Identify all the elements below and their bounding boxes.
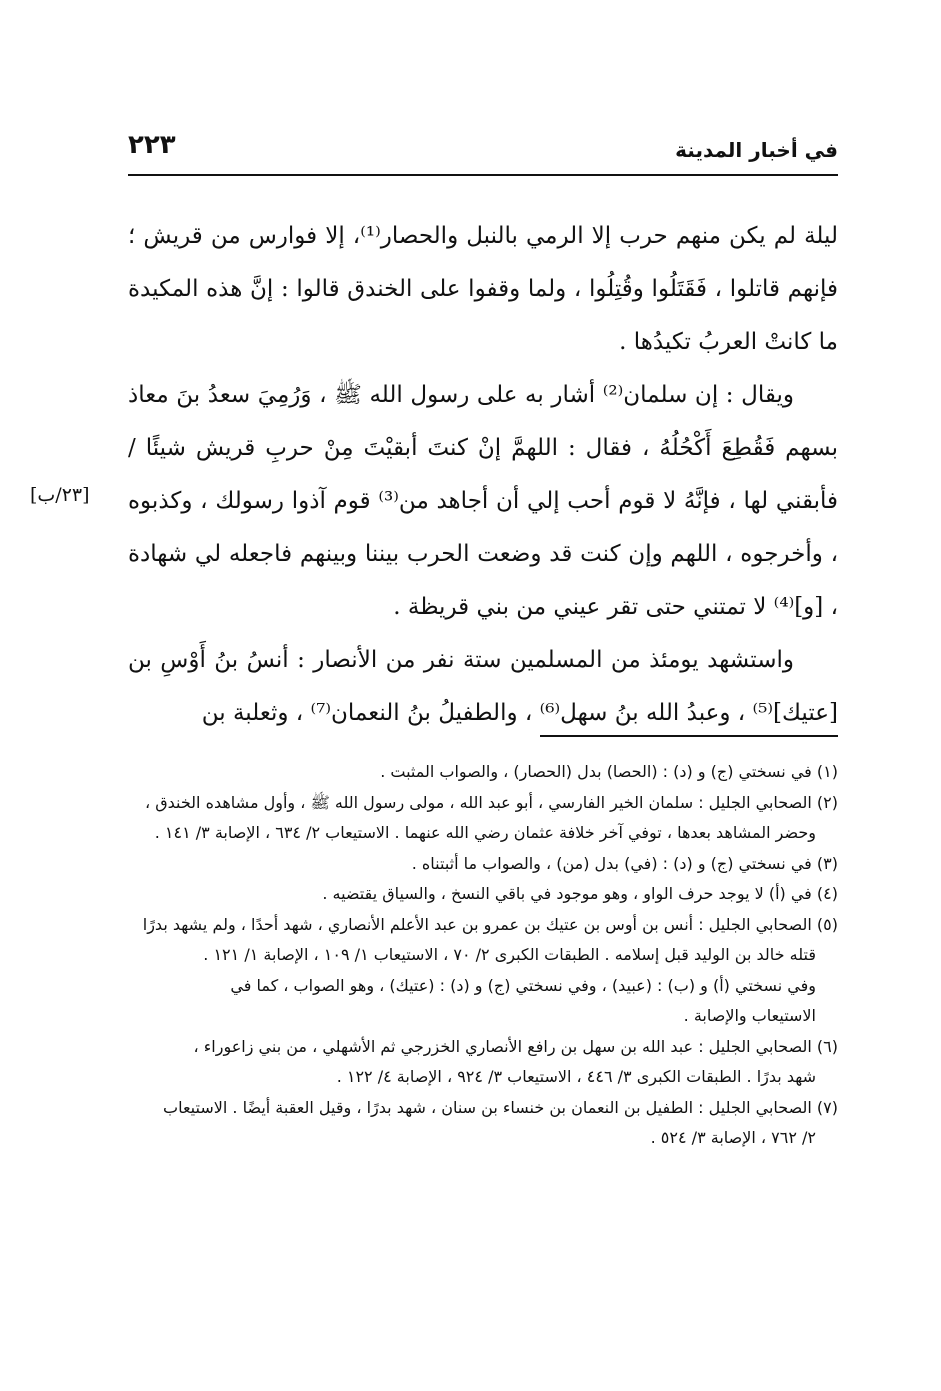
footnote-6-continued: شهد بدرًا . الطبقات الكبرى ٣/ ٤٤٦ ، الاستيعاب ٣/ ٩٢٤ ، الإصابة ٤/ ١٢٢ .	[336, 1067, 816, 1086]
page-number: ٢٢٣	[128, 130, 176, 160]
header-divider	[128, 174, 838, 176]
paragraph-1: ليلة لم يكن منهم حرب إلا الرمي بالنبل والحصار⁽¹⁾، إلا فوارس من قريش ؛ فإنهم قاتلوا ، فَقَتَلُوا وقُتِلُوا ، ولما وقفوا على الخندق قالوا : إنَّ هذه المكيدة ما كانتْ العربُ تكيدُها .	[128, 223, 838, 355]
footnote-1: (١) في نسختي (ج) و (د) : (الحصا) بدل (الحصار) ، والصواب المثبت .	[380, 762, 838, 781]
running-title: في أخبار المدينة	[675, 138, 838, 162]
footnote-4: (٤) في (أ) لا يوجد حرف الواو ، وهو موجود في باقي النسخ ، والسياق يقتضيه .	[322, 884, 838, 903]
footnote-7: (٧) الصحابي الجليل : الطفيل بن النعمان بن خنساء بن سنان ، شهد بدرًا ، وقيل العقبة أيضًا . الاستيعاب	[163, 1097, 838, 1117]
main-text	[128, 210, 838, 740]
page-header	[128, 128, 838, 174]
footnote-5: (٥) الصحابي الجليل : أنس بن أوس بن عتيك بن عمرو بن عبد الأعلم الأنصاري ، شهد أحدًا ، ولم يشهد بدرًا	[142, 914, 838, 934]
footnote-2: (٢) الصحابي الجليل : سلمان الخير الفارسي ، أبو عبد الله ، مولى رسول الله ﷺ ، وأول مشاهده الخندق ،	[144, 792, 838, 812]
footnote-3: (٣) في نسختي (ج) و (د) : (في) بدل (من) ، والصواب ما أثبتناه .	[411, 853, 838, 873]
footnote-7-continued: ٢/ ٧٦٢ ، الإصابة ٣/ ٥٢٤ .	[650, 1128, 816, 1147]
footnote-2-continued: وحضر المشاهد بعدها ، توفي آخر خلافة عثمان رضي الله عنهما . الاستيعاب ٢/ ٦٣٤ ، الإصابة ٣/ ١٤١ .	[154, 823, 816, 842]
footnote-5-note: وفي نسختي (أ) و (ب) : (عبيد) ، وفي نسختي (ج) و (د) : (عتيك) ، وهو الصواب ، كما في	[230, 975, 816, 995]
footnote-5-continued: قتله خالد بن الوليد قبل إسلامه . الطبقات الكبرى ٢/ ٧٠ ، الاستيعاب ١/ ١٠٩ ، الإصابة ١/ ١٢١ .	[203, 945, 816, 964]
paragraph-3: واستشهد يومئذ من المسلمين ستة نفر من الأنصار : أنسُ بنُ أَوْسِ بن [عتيك]⁽⁵⁾ ، وعبدُ الله بنُ سهل⁽⁶⁾ ، والطفيلُ بنُ النعمان⁽⁷⁾ ، وثعلبة بن	[128, 647, 838, 726]
manuscript-folio-marker: [٢٣/ب]	[30, 484, 90, 506]
paragraph-2: ويقال : إن سلمان⁽²⁾ أشار به على رسول الله ﷺ ، وَرُمِيَ سعدُ بنَ معاذ بسهم فَقُطِعَ أَكْحُلُهُ ، فقال : اللهمَّ إنْ كنتَ أبقيْتَ مِنْ حربِ قريش شيئًا / فأبقني لها ، فإنَّهُ لا قوم أحب إلي أن أجاهد من⁽³⁾ قوم آذوا رسولك ، وكذبوه ، وأخرجوه ، اللهم وإن كنت قد وضعت الحرب بيننا وبينهم فاجعله لي شهادة ، [و]⁽⁴⁾ لا تمتني حتى تقر عيني من بني قريظة .	[128, 382, 838, 620]
footnote-5-note-continued: الاستيعاب والإصابة .	[683, 1006, 816, 1025]
footnotes	[128, 757, 838, 1154]
footnote-6: (٦) الصحابي الجليل : عبد الله بن سهل بن رافع الأنصاري الخزرجي ثم الأشهلي ، من بني زاعوراء ،	[193, 1036, 838, 1056]
footnote-divider	[540, 735, 838, 737]
